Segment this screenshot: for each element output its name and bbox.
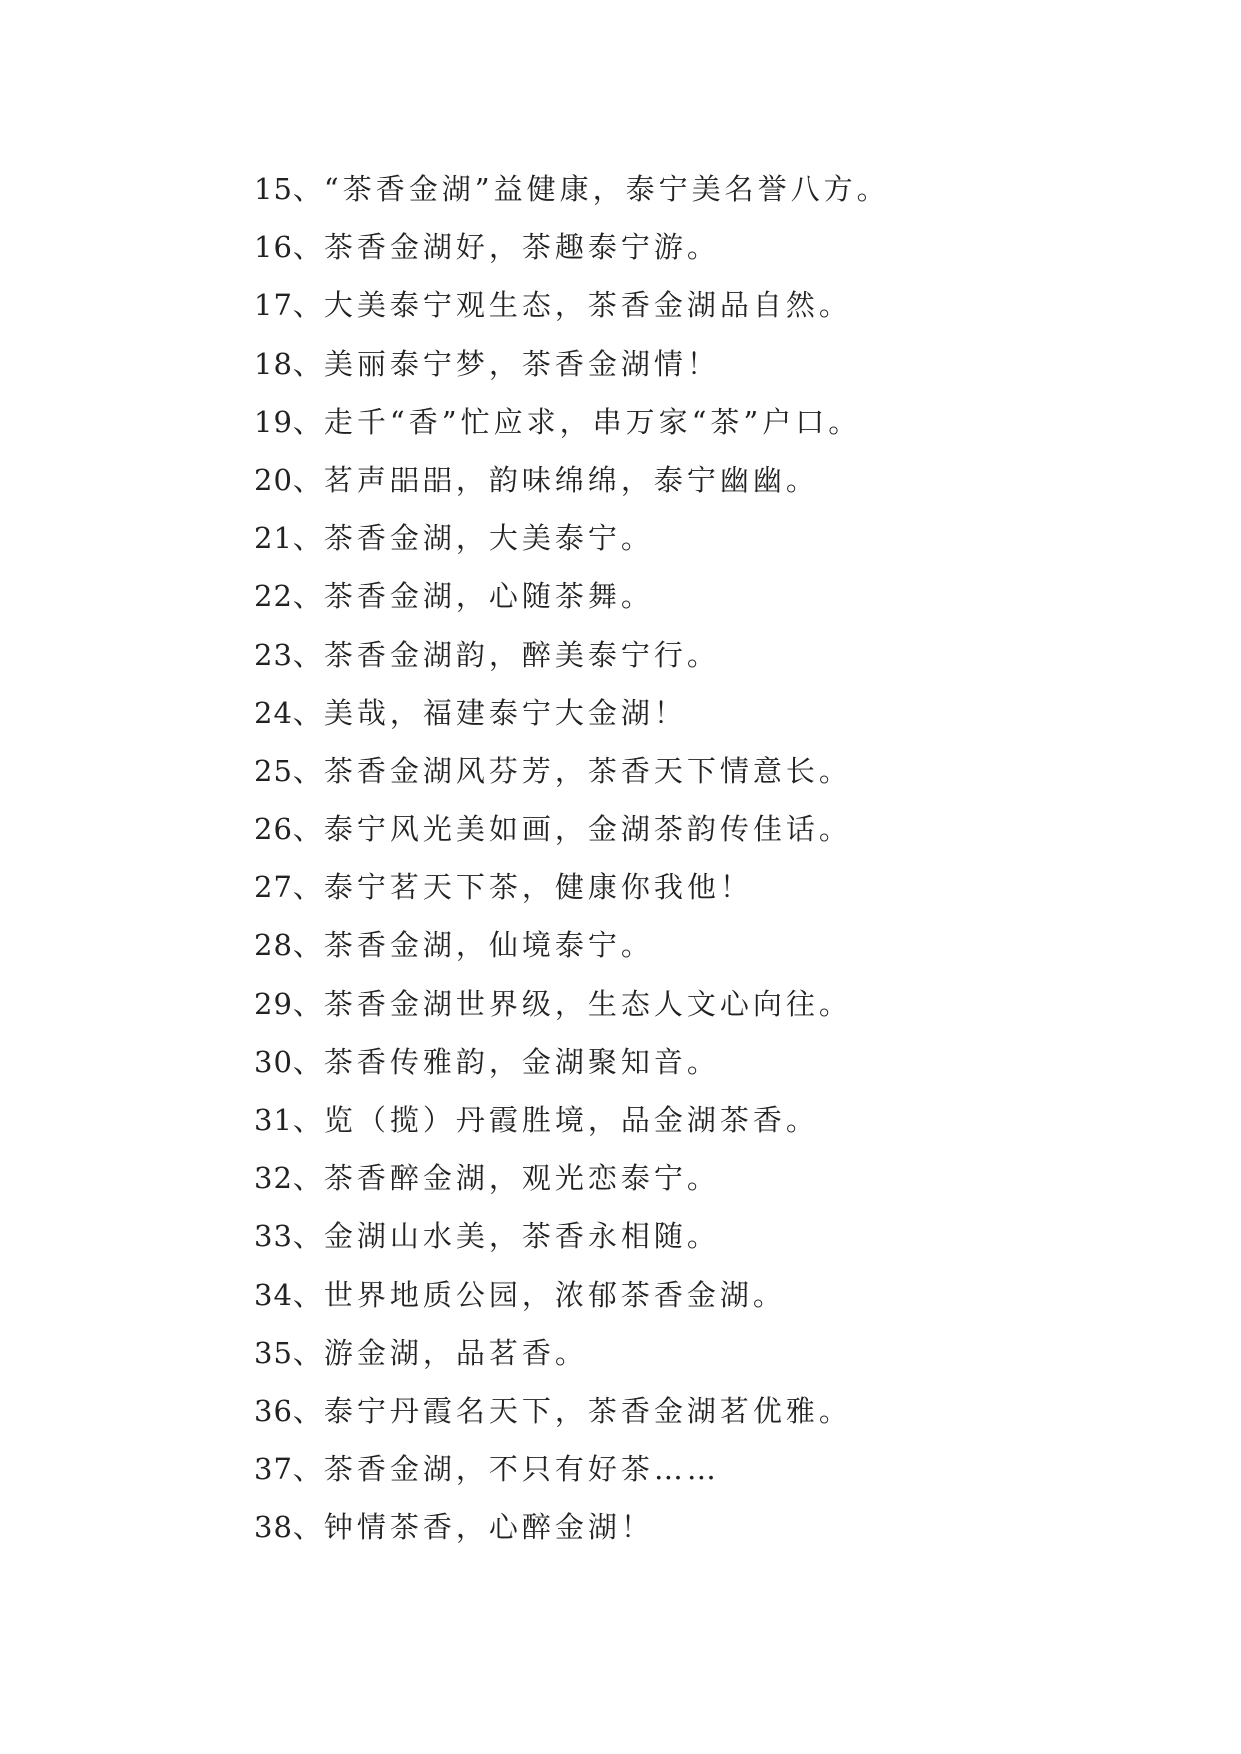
item-number: 29 — [254, 986, 293, 1021]
list-item — [254, 1266, 1154, 1324]
list-item — [254, 567, 1154, 625]
list-item — [254, 451, 1154, 509]
item-text: 泰宁丹霞名天下，茶香金湖茗优雅。 — [323, 1393, 852, 1428]
item-number: 34 — [254, 1277, 293, 1312]
item-text: 茶香金湖风芬芳，茶香天下情意长。 — [323, 753, 852, 788]
item-text: 茶香醉金湖，观光恋泰宁。 — [323, 1161, 720, 1196]
item-separator: 、 — [292, 172, 322, 206]
item-text: 茶香金湖好，茶趣泰宁游。 — [323, 230, 720, 265]
item-text: 走千“香”忙应求，串万家“茶”户口。 — [323, 404, 862, 439]
item-separator: 、 — [292, 695, 322, 730]
list-item — [254, 916, 1154, 974]
item-number: 38 — [254, 1510, 293, 1545]
item-number: 37 — [254, 1452, 293, 1487]
item-text: 茗声㗊㗊，韵味绵绵，泰宁幽幽。 — [323, 462, 819, 497]
item-text: 泰宁风光美如画，金湖茶韵传佳话。 — [323, 812, 852, 847]
item-text: 茶香金湖，仙境泰宁。 — [323, 928, 654, 963]
item-text: “茶香金湖”益健康，泰宁美名誉八方。 — [323, 172, 890, 206]
item-number: 17 — [254, 288, 293, 323]
item-separator: 、 — [292, 928, 322, 963]
item-number: 20 — [254, 462, 293, 497]
item-separator: 、 — [292, 1103, 322, 1137]
item-text: 茶香金湖世界级，生态人文心向往。 — [323, 986, 852, 1021]
item-text: 茶香金湖，不只有好茶…… — [323, 1452, 720, 1487]
item-text: 世界地质公园，浓郁茶香金湖。 — [323, 1277, 786, 1312]
list-item — [254, 975, 1154, 1033]
list-item — [254, 626, 1154, 684]
list-item — [254, 393, 1154, 451]
list-item — [254, 276, 1154, 334]
list-item — [254, 742, 1154, 800]
list-item — [254, 1091, 1154, 1149]
item-separator: 、 — [292, 870, 322, 905]
list-item — [254, 509, 1154, 567]
item-number: 33 — [254, 1219, 293, 1254]
item-number: 36 — [254, 1393, 293, 1428]
list-item — [254, 1149, 1154, 1207]
item-separator: 、 — [292, 1219, 322, 1254]
list-item — [254, 800, 1154, 858]
item-number: 35 — [254, 1335, 293, 1370]
item-number: 19 — [254, 404, 293, 439]
list-item — [254, 1207, 1154, 1265]
item-text: 大美泰宁观生态，茶香金湖品自然。 — [323, 288, 852, 323]
item-number: 15 — [254, 172, 293, 206]
item-separator: 、 — [292, 1161, 322, 1196]
list-item — [254, 1440, 1154, 1498]
item-text: 游金湖，品茗香。 — [323, 1335, 588, 1370]
list-item — [254, 1324, 1154, 1382]
list-item — [254, 1033, 1154, 1091]
item-separator: 、 — [292, 812, 322, 847]
list-item — [254, 1498, 1154, 1556]
item-separator: 、 — [292, 579, 322, 614]
list-item — [254, 160, 1154, 218]
item-number: 18 — [254, 346, 293, 381]
item-number: 31 — [254, 1103, 293, 1137]
item-text: 美哉，福建泰宁大金湖！ — [323, 695, 687, 730]
item-text: 泰宁茗天下茶，健康你我他！ — [323, 870, 753, 905]
item-separator: 、 — [292, 230, 322, 265]
item-text: 览（揽）丹霞胜境，品金湖茶香。 — [323, 1103, 819, 1137]
item-number: 25 — [254, 753, 293, 788]
item-number: 22 — [254, 579, 293, 614]
item-text: 钟情茶香，心醉金湖！ — [323, 1510, 654, 1545]
list-item — [254, 858, 1154, 916]
list-item — [254, 684, 1154, 742]
list-item — [254, 218, 1154, 276]
item-separator: 、 — [292, 521, 322, 556]
item-separator: 、 — [292, 346, 322, 381]
item-separator: 、 — [292, 1277, 322, 1312]
item-text: 茶香金湖韵，醉美泰宁行。 — [323, 637, 720, 672]
item-text: 美丽泰宁梦，茶香金湖情！ — [323, 346, 720, 381]
item-text: 金湖山水美，茶香永相随。 — [323, 1219, 720, 1254]
item-separator: 、 — [292, 462, 322, 497]
item-separator: 、 — [292, 1044, 322, 1079]
item-number: 32 — [254, 1161, 293, 1196]
item-text: 茶香传雅韵，金湖聚知音。 — [323, 1044, 720, 1079]
item-number: 27 — [254, 870, 293, 905]
item-text: 茶香金湖，心随茶舞。 — [323, 579, 654, 614]
item-number: 16 — [254, 230, 293, 265]
list-item — [254, 335, 1154, 393]
item-separator: 、 — [292, 1393, 322, 1428]
slogan-list — [254, 160, 1154, 1557]
item-number: 30 — [254, 1044, 293, 1079]
item-number: 28 — [254, 928, 293, 963]
list-item — [254, 1382, 1154, 1440]
item-separator: 、 — [292, 986, 322, 1021]
item-number: 21 — [254, 521, 293, 556]
item-text: 茶香金湖，大美泰宁。 — [323, 521, 654, 556]
item-number: 23 — [254, 637, 293, 672]
item-number: 24 — [254, 695, 293, 730]
item-separator: 、 — [292, 1335, 322, 1370]
item-separator: 、 — [292, 288, 322, 323]
item-number: 26 — [254, 812, 293, 847]
item-separator: 、 — [292, 1452, 322, 1487]
item-separator: 、 — [292, 404, 322, 439]
item-separator: 、 — [292, 1510, 322, 1545]
item-separator: 、 — [292, 637, 322, 672]
item-separator: 、 — [292, 753, 322, 788]
